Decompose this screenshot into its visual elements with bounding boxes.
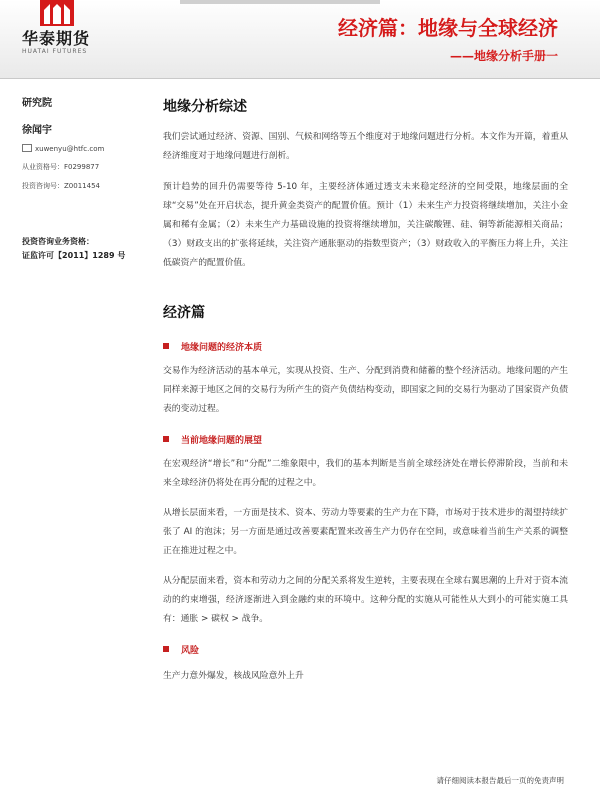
risk-paragraph: 生产力意外爆发，核战风险意外上升 <box>163 671 304 681</box>
subheading-economic-essence <box>163 340 262 353</box>
qualification-number: 从业资格号：F0299877 <box>22 163 100 171</box>
report-subtitle: ——地缘分析手册一 <box>449 49 558 63</box>
red-square-bullet-icon <box>163 343 169 349</box>
page-header <box>0 0 600 79</box>
logo-english-name: HUATAI FUTURES <box>22 48 88 55</box>
author-sidebar <box>22 94 152 260</box>
department-name: 研究院 <box>22 98 52 109</box>
subheading-economic-essence-text: 地缘问题的经济本质 <box>181 343 263 353</box>
huatai-logo-icon <box>40 0 74 26</box>
outlook-paragraph-3: 从分配层面来看，资本和劳动力之间的分配关系将发生逆转，主要表现在全球右翼思潮的上升对于资本流动的约束增强，经济逐渐进入到金融约束的环境中。这种分配的实施从可能性从大到小的可能实施工具有：通胀 > 碳权 > 战争。 <box>163 576 568 624</box>
overview-paragraph-2: 预计趋势的回升仍需要等待 5-10 年，主要经济体通过透支未来稳定经济的空间受限，地缘层面的全球“交易”处在开启状态，提升黄金类资产的配置价值。预计（1）未来生产力投资将继续增加，关注小金属和稀有金属；（2）未来生产力基础设施的投资将继续增加，关注碳酸锂、硅、铜等新能源相关商品；（3）财政支出的扩张将延续，关注资产通胀驱动的指数型资产；（3）财政收入的平衡压力将上升，关注低碳资产的配置价值。 <box>163 182 568 268</box>
report-title: 经济篇：地缘与全球经济 <box>338 16 558 40</box>
economic-essence-paragraph: 交易作为经济活动的基本单元，实现从投资、生产、分配到消费和储蓄的整个经济活动。地缘问题的产生同样来源于地区之间的交易行为所产生的资产负债结构变动，即国家之间的交易行为驱动了国家资产负债表的变动过程。 <box>163 366 568 414</box>
author-email[interactable]: xuwenyu@htfc.com <box>35 145 105 153</box>
subheading-risk <box>163 643 199 656</box>
license-value: 证监许可【2011】1289 号 <box>22 251 126 260</box>
license-label: 投资咨询业务资格： <box>22 237 94 246</box>
author-name: 徐闻宇 <box>22 125 52 136</box>
mail-icon <box>22 144 32 152</box>
company-logo <box>20 0 100 60</box>
license-block <box>22 235 125 263</box>
author-email-row <box>22 144 152 153</box>
overview-paragraph-1: 我们尝试通过经济、资源、国别、气候和网络等五个维度对于地缘问题进行分析。本文作为开篇，着重从经济维度对于地缘问题进行剖析。 <box>163 132 568 161</box>
logo-chinese-name: 华泰期货 <box>22 29 91 48</box>
red-square-bullet-icon <box>163 646 169 652</box>
outlook-paragraph-2: 从增长层面来看，一方面是技术、资本、劳动力等要素的生产力在下降，市场对于技术进步的渴望持续扩张了 AI 的泡沫；另一方面是通过改善要素配置来改善生产力仍存在空间，或意味着当前生产关系的调整正在推进过程之中。 <box>163 508 568 556</box>
subheading-outlook <box>163 433 262 446</box>
subheading-risk-text: 风险 <box>181 646 200 656</box>
red-square-bullet-icon <box>163 436 169 442</box>
section-title-overview: 地缘分析综述 <box>163 99 247 115</box>
subheading-outlook-text: 当前地缘问题的展望 <box>181 436 263 446</box>
section-title-economy: 经济篇 <box>163 305 205 321</box>
disclaimer-footer: 请仔细阅读本报告最后一页的免责声明 <box>436 776 564 785</box>
consulting-number: 投资咨询号：Z0011454 <box>22 182 100 190</box>
header-top-strip <box>180 0 380 4</box>
outlook-paragraph-1: 在宏观经济“增长”和“分配”二维象限中，我们的基本判断是当前全球经济处在增长停滞阶段，当前和未来全球经济仍将处在再分配的过程之中。 <box>163 459 568 488</box>
